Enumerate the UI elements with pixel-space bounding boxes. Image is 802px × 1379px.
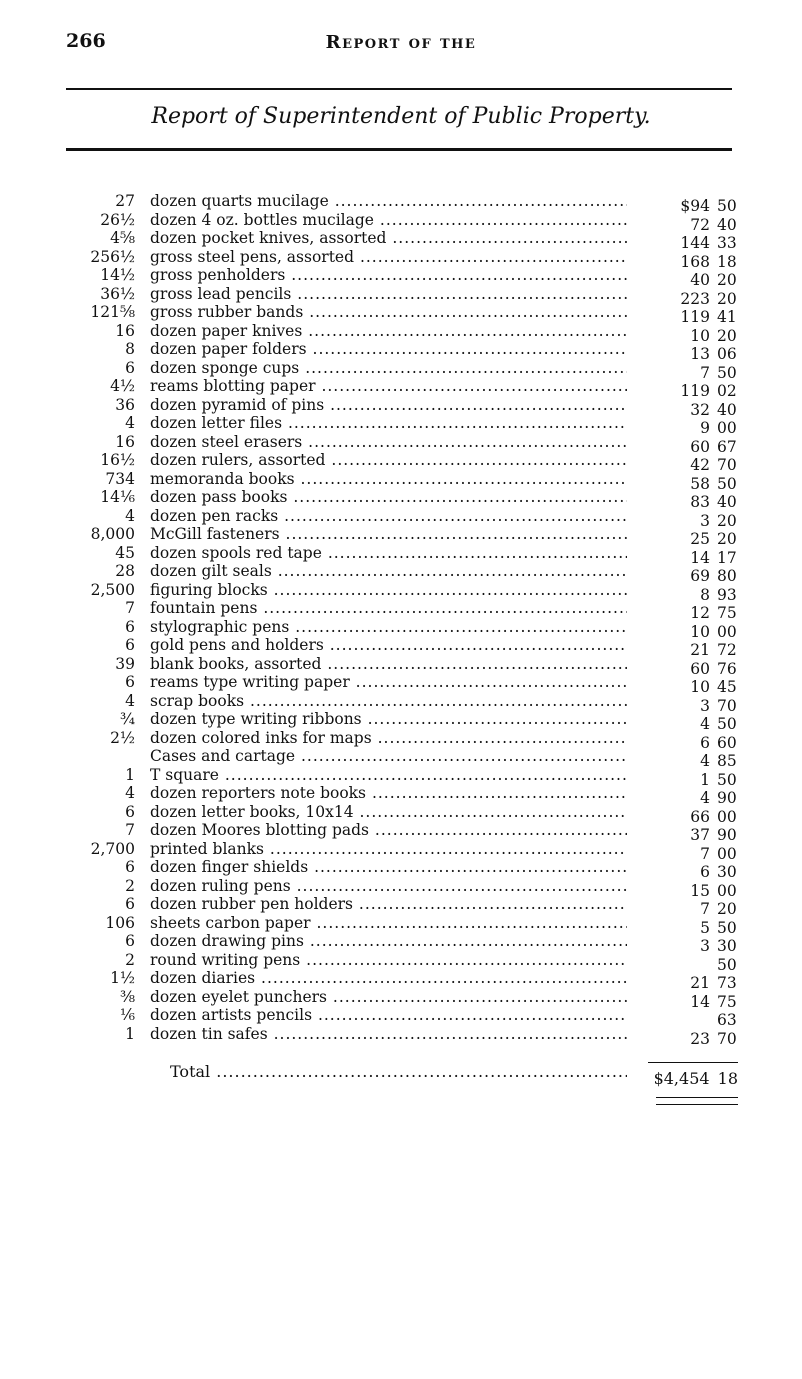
item-dollars: 23 <box>690 1029 710 1048</box>
ledger-row <box>0 691 802 715</box>
total-amount: $4,454 18 <box>653 1069 738 1088</box>
item-cents: 17 <box>717 548 737 567</box>
item-dollars: 12 <box>690 604 710 622</box>
item-dollars: 119 <box>680 382 710 400</box>
item-quantity: 16 <box>115 321 135 340</box>
ledger-row <box>0 599 802 622</box>
ledger-row <box>0 321 802 345</box>
item-description: stylographic pens ..... <box>150 618 627 637</box>
header-rule-top <box>66 88 732 90</box>
ledger-row <box>0 451 802 474</box>
ledger-row <box>0 821 802 844</box>
total-row <box>0 1062 802 1088</box>
item-cents: 76 <box>717 659 737 678</box>
item-description: dozen rubber pen holders ..... <box>150 895 627 914</box>
item-description: scrap books ..... <box>150 692 627 711</box>
item-dollars: 10 <box>690 326 710 345</box>
item-cents: 20 <box>717 289 737 308</box>
item-quantity: 39 <box>115 654 135 673</box>
item-dollars: 6 <box>700 733 710 752</box>
item-dollars: 14 <box>690 992 710 1011</box>
item-dollars: 13 <box>690 345 710 363</box>
item-cents: 40 <box>717 400 737 419</box>
item-cents: 20 <box>717 326 737 345</box>
item-dollars: 4 <box>700 789 710 807</box>
item-cents: 75 <box>717 992 737 1011</box>
item-quantity: 14½ <box>100 266 135 284</box>
item-cents: 50 <box>717 715 737 733</box>
item-quantity: 734 <box>105 469 135 488</box>
item-dollars: 6 <box>700 863 710 881</box>
ledger-row <box>0 839 802 863</box>
item-cents: 40 <box>717 215 737 234</box>
ledger-row <box>0 284 802 308</box>
ledger-row <box>0 858 802 881</box>
ledger-row <box>0 210 802 234</box>
item-quantity: 2½ <box>110 728 135 747</box>
item-quantity: 26½ <box>100 210 135 229</box>
item-description: dozen drawing pins ..... <box>150 932 627 951</box>
item-description: dozen 4 oz. bottles mucilage ..... <box>150 211 627 230</box>
ledger-row <box>0 673 802 696</box>
item-description: dozen ruling pens ..... <box>150 877 627 896</box>
item-dollars: 3 <box>700 511 710 530</box>
item-description: printed blanks ..... <box>150 840 627 859</box>
item-dollars: 21 <box>690 974 710 992</box>
ledger-row <box>0 747 802 770</box>
item-description: dozen spools red tape ..... <box>150 544 627 563</box>
item-description: dozen quarts mucilage ..... <box>150 192 627 211</box>
item-cents: 40 <box>717 493 737 511</box>
item-dollars: 42 <box>690 456 710 474</box>
item-cents: 72 <box>717 641 737 659</box>
item-cents: 20 <box>717 900 737 918</box>
item-description: figuring blocks ..... <box>150 581 627 600</box>
ledger-row <box>0 654 802 678</box>
ledger-row <box>0 506 802 530</box>
ledger-row <box>0 950 802 974</box>
item-dollars: 25 <box>690 530 710 548</box>
item-cents: 70 <box>717 1029 737 1048</box>
item-quantity: 6 <box>125 932 135 950</box>
ledger-table <box>0 192 802 1048</box>
item-quantity: ¾ <box>119 710 135 728</box>
ledger-row <box>0 358 802 382</box>
item-quantity: 6 <box>125 673 135 691</box>
item-quantity: 106 <box>105 913 135 932</box>
item-dollars: 223 <box>680 289 710 308</box>
item-cents: 67 <box>717 437 737 456</box>
ledger-row <box>0 895 802 918</box>
item-quantity: 6 <box>125 802 135 821</box>
ledger-row <box>0 432 802 456</box>
ledger-row <box>0 1024 802 1048</box>
item-dollars: 72 <box>690 215 710 234</box>
item-cents: 70 <box>717 456 737 474</box>
item-quantity: 4 <box>125 691 135 710</box>
item-description: dozen reporters note books ..... <box>150 784 627 803</box>
ledger-row <box>0 987 802 1011</box>
item-dollars: 60 <box>690 437 710 456</box>
ledger-row <box>0 765 802 789</box>
item-description: dozen artists pencils ..... <box>150 1006 627 1025</box>
page-number: 266 <box>66 30 106 52</box>
item-dollars: 21 <box>690 641 710 659</box>
ledger-row <box>0 802 802 826</box>
item-description: dozen Moores blotting pads ..... <box>150 821 627 840</box>
item-cents: 41 <box>717 308 737 326</box>
header-rule-bottom <box>66 148 732 151</box>
item-description: dozen sponge cups ..... <box>150 359 627 378</box>
item-cents: 00 <box>717 881 737 900</box>
item-quantity: 1½ <box>110 969 135 987</box>
item-description: dozen eyelet punchers ..... <box>150 988 627 1007</box>
item-quantity: 6 <box>125 895 135 913</box>
item-cents: 63 <box>717 1011 737 1029</box>
item-description: fountain pens ..... <box>150 599 627 618</box>
item-cents: 90 <box>717 826 737 844</box>
item-cents: 00 <box>717 844 737 863</box>
item-description: gross rubber bands ..... <box>150 303 627 322</box>
item-description: round writing pens ..... <box>150 951 627 970</box>
item-quantity: 4 <box>125 506 135 525</box>
item-cents: 02 <box>717 382 737 400</box>
item-description: dozen gilt seals ..... <box>150 562 627 581</box>
item-description: dozen rulers, assorted ..... <box>150 451 627 470</box>
item-quantity: 1 <box>125 765 135 784</box>
item-description: gross penholders ..... <box>150 266 627 285</box>
item-description: gross steel pens, assorted ..... <box>150 248 627 267</box>
ledger-row <box>0 580 802 604</box>
item-cents: 50 <box>717 474 737 493</box>
item-dollars: 8 <box>700 585 710 604</box>
ledger-row <box>0 266 802 289</box>
item-dollars: 15 <box>690 881 710 900</box>
item-description: dozen paper knives ..... <box>150 322 627 341</box>
item-quantity: 7 <box>125 599 135 617</box>
item-cents: 30 <box>717 937 737 955</box>
item-cents: 20 <box>717 271 737 289</box>
item-dollars: 9 <box>700 419 710 437</box>
item-cents: 30 <box>717 863 737 881</box>
item-dollars: 10 <box>690 678 710 696</box>
item-quantity: 27 <box>115 192 135 210</box>
item-cents: 70 <box>717 696 737 715</box>
item-quantity: 2,700 <box>90 839 135 858</box>
item-dollars: $94 <box>680 197 710 215</box>
item-cents: 00 <box>717 807 737 826</box>
total-double-rule <box>656 1097 738 1105</box>
item-cents: 20 <box>717 511 737 530</box>
ledger-row <box>0 488 802 511</box>
item-quantity: 28 <box>115 562 135 580</box>
item-quantity: 14⅙ <box>100 488 135 506</box>
item-quantity: 36½ <box>100 284 135 303</box>
ledger-row <box>0 784 802 807</box>
item-dollars: 5 <box>700 918 710 937</box>
item-dollars: 32 <box>690 400 710 419</box>
item-dollars: 119 <box>680 308 710 326</box>
item-cents: 00 <box>717 622 737 641</box>
item-dollars: 144 <box>680 234 710 252</box>
ledger-row <box>0 340 802 363</box>
item-cents: 73 <box>717 974 737 992</box>
item-quantity: 4 <box>125 784 135 802</box>
ledger-row <box>0 1006 802 1029</box>
item-cents: 33 <box>717 234 737 252</box>
item-quantity: 2 <box>125 876 135 895</box>
item-cents: 93 <box>717 585 737 604</box>
item-dollars: 40 <box>690 271 710 289</box>
item-description: T square ..... <box>150 766 627 785</box>
item-description: Cases and cartage ..... <box>150 747 627 766</box>
item-quantity: 121⅝ <box>90 303 135 321</box>
ledger-row <box>0 562 802 585</box>
item-quantity: 6 <box>125 636 135 654</box>
item-description: reams blotting paper ..... <box>150 377 627 396</box>
item-description: dozen tin safes ..... <box>150 1025 627 1044</box>
item-cents: 50 <box>717 918 737 937</box>
item-dollars: 4 <box>700 752 710 770</box>
ledger-row <box>0 876 802 900</box>
item-dollars: 7 <box>700 900 710 918</box>
item-quantity: 45 <box>115 543 135 562</box>
item-quantity: 6 <box>125 617 135 636</box>
item-cents: 50 <box>717 770 737 789</box>
item-dollars: 14 <box>690 548 710 567</box>
item-cents: 20 <box>717 530 737 548</box>
item-cents: 45 <box>717 678 737 696</box>
item-cents: 90 <box>717 789 737 807</box>
item-quantity: 6 <box>125 858 135 876</box>
item-description: dozen pocket knives, assorted ..... <box>150 229 627 248</box>
item-dollars: 60 <box>690 659 710 678</box>
ledger-row <box>0 932 802 955</box>
ledger-row <box>0 247 802 271</box>
ledger-row <box>0 377 802 400</box>
item-description: gross lead pencils ..... <box>150 285 627 304</box>
item-description: dozen pen racks ..... <box>150 507 627 526</box>
item-quantity: 6 <box>125 358 135 377</box>
item-description: McGill fasteners ..... <box>150 525 627 544</box>
ledger-row <box>0 525 802 548</box>
ledger-row <box>0 913 802 937</box>
item-dollars: 69 <box>690 567 710 585</box>
item-quantity: 36 <box>115 395 135 414</box>
section-title: Report of Superintendent of Public Property. <box>151 104 651 129</box>
item-cents: 85 <box>717 752 737 770</box>
item-description: sheets carbon paper ..... <box>150 914 627 933</box>
ledger-row <box>0 229 802 252</box>
item-cents: 75 <box>717 604 737 622</box>
item-quantity: 2,500 <box>90 580 135 599</box>
ledger-row <box>0 636 802 659</box>
item-cents: 60 <box>717 733 737 752</box>
item-quantity: 16 <box>115 432 135 451</box>
item-dollars: 83 <box>690 493 710 511</box>
item-dollars: 10 <box>690 622 710 641</box>
item-quantity: 256½ <box>90 247 135 266</box>
item-dollars: 58 <box>690 474 710 493</box>
item-dollars: 3 <box>700 696 710 715</box>
item-dollars: 3 <box>700 937 710 955</box>
item-dollars: 7 <box>700 363 710 382</box>
item-quantity: 8,000 <box>90 525 135 543</box>
item-description: gold pens and holders ..... <box>150 636 627 655</box>
item-cents: 06 <box>717 345 737 363</box>
item-dollars: 7 <box>700 844 710 863</box>
item-dollars: 1 <box>700 770 710 789</box>
item-description: dozen letter books, 10x14 ..... <box>150 803 627 822</box>
ledger-row <box>0 303 802 326</box>
ledger-row <box>0 395 802 419</box>
ledger-row <box>0 728 802 752</box>
item-cents: 50 <box>717 363 737 382</box>
item-description: dozen letter files ..... <box>150 414 627 433</box>
ledger-row <box>0 617 802 641</box>
item-quantity: ⅙ <box>119 1006 135 1024</box>
item-description: dozen paper folders ..... <box>150 340 627 359</box>
item-dollars: 168 <box>680 252 710 271</box>
item-cents: 80 <box>717 567 737 585</box>
ledger-row <box>0 543 802 567</box>
item-description: blank books, assorted ..... <box>150 655 627 674</box>
item-quantity: 7 <box>125 821 135 839</box>
item-cents: 00 <box>717 419 737 437</box>
item-quantity: 4⅝ <box>110 229 135 247</box>
item-quantity: ⅜ <box>119 987 135 1006</box>
item-dollars: 4 <box>700 715 710 733</box>
item-quantity: 16½ <box>100 451 135 469</box>
item-description: reams type writing paper ..... <box>150 673 627 692</box>
ledger-row <box>0 710 802 733</box>
item-description: dozen pass books ..... <box>150 488 627 507</box>
item-description: dozen type writing ribbons ..... <box>150 710 627 729</box>
item-description: dozen colored inks for maps ..... <box>150 729 627 748</box>
item-cents: 18 <box>717 252 737 271</box>
item-cents: 50 <box>717 955 737 974</box>
item-quantity: 4½ <box>110 377 135 395</box>
ledger-row <box>0 469 802 493</box>
running-head: Report of the <box>325 32 477 53</box>
item-description: dozen finger shields ..... <box>150 858 627 877</box>
item-quantity: 8 <box>125 340 135 358</box>
item-description: memoranda books ..... <box>150 470 627 489</box>
item-dollars: 66 <box>690 807 710 826</box>
item-description: dozen steel erasers ..... <box>150 433 627 452</box>
item-quantity: 4 <box>125 414 135 432</box>
item-quantity: 2 <box>125 950 135 969</box>
total-label: Total ..... <box>170 1062 627 1082</box>
item-description: dozen diaries ..... <box>150 969 627 988</box>
ledger-row <box>0 969 802 992</box>
item-cents: 50 <box>717 197 737 215</box>
item-description: dozen pyramid of pins ..... <box>150 396 627 415</box>
ledger-row <box>0 414 802 437</box>
item-dollars: 37 <box>690 826 710 844</box>
item-quantity: 1 <box>125 1024 135 1043</box>
ledger-row <box>0 192 802 215</box>
